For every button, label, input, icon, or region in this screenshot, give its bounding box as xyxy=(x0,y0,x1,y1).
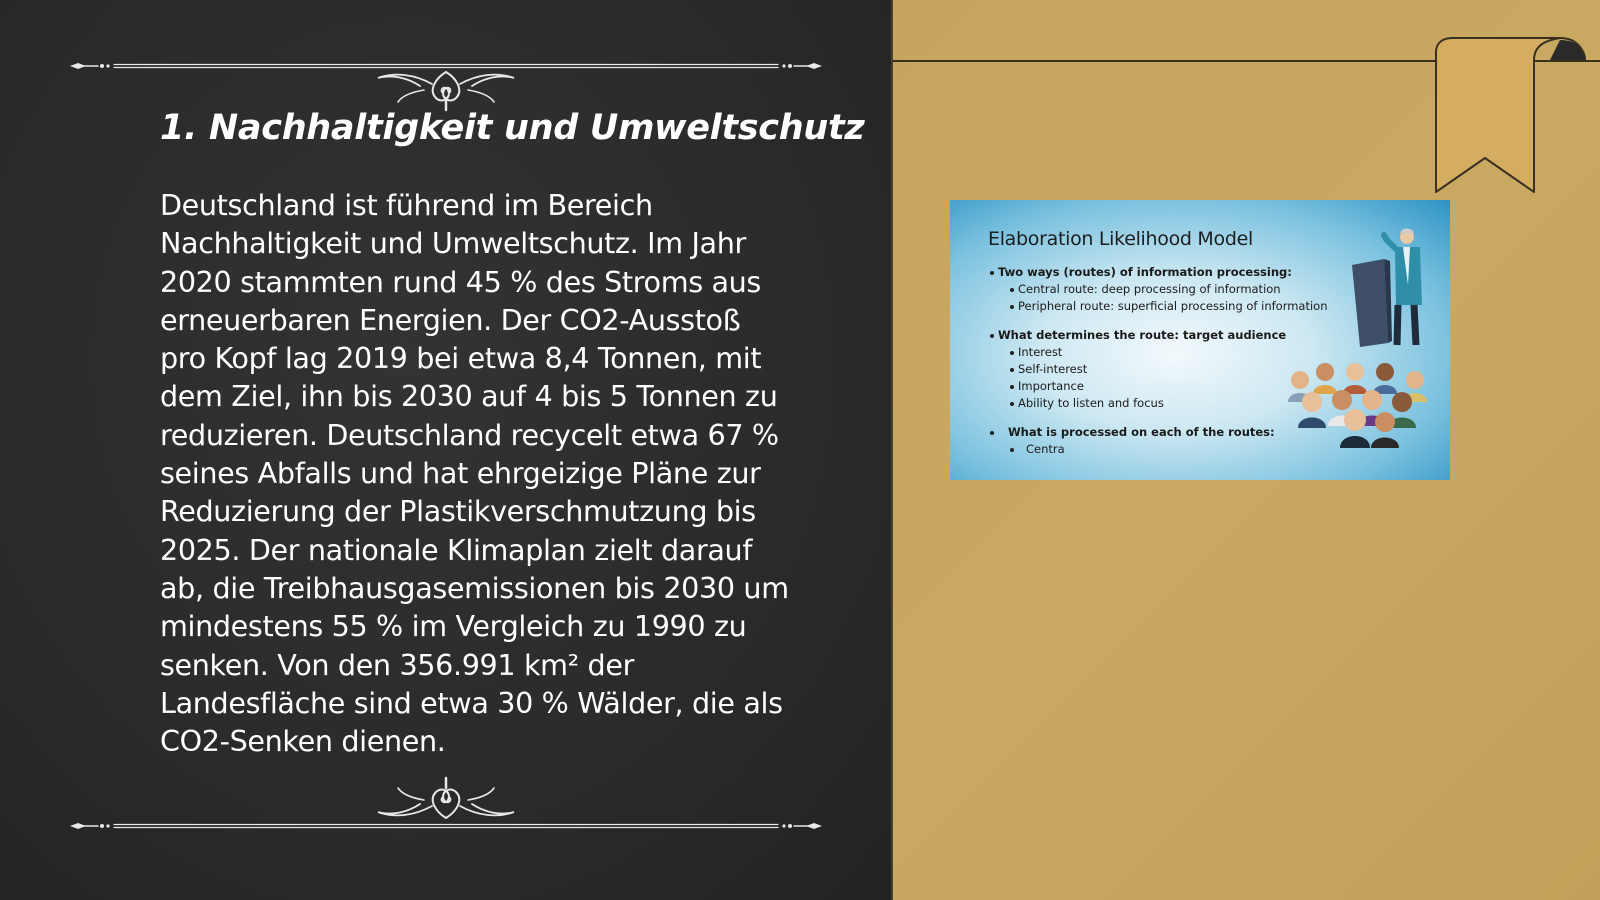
ornament-divider-bottom-icon xyxy=(62,770,830,840)
list-item: Two ways (routes) of information processing: xyxy=(986,264,1346,281)
slide-title: 1. Nachhaltigkeit und Umweltschutz xyxy=(160,108,865,148)
embedded-slide-title: Elaboration Likelihood Model xyxy=(988,228,1253,250)
speaker-podium-icon xyxy=(1350,225,1450,350)
panel-divider xyxy=(891,0,893,900)
list-item: Ability to listen and focus xyxy=(986,395,1346,412)
list-item: Central route: deep processing of information xyxy=(986,281,1346,298)
bookmark-ribbon-icon xyxy=(1430,30,1590,200)
list-item: What is processed on each of the routes: xyxy=(986,424,1346,441)
list-item: Interest xyxy=(986,344,1346,361)
list-item: Self-interest xyxy=(986,361,1346,378)
embedded-slide-image xyxy=(950,200,1450,480)
list-item: What determines the route: target audience xyxy=(986,327,1346,344)
list-item: Peripheral route: superficial processing of information xyxy=(986,298,1346,315)
list-item: Importance xyxy=(986,378,1346,395)
list-item: Centra xyxy=(986,441,1346,458)
audience-people-icon xyxy=(1280,358,1440,448)
slide-body-text: Deutschland ist führend im Bereich Nachhaltigkeit und Umweltschutz. Im Jahr 2020 stammten rund 45 % des Stroms aus erneuerbaren Energien. Der CO2-Ausstoß pro Kopf lag 2019 bei etwa 8,4 Tonnen, mit dem Ziel, ihn bis 2030 auf 4 bis 5 Tonnen zu reduzieren. Deutschland recycelt etwa 67 % seines Abfalls und hat ehrgeizige Pläne zur Reduzierung der Plastikverschmutzung bis 2025. Der nationale Klimaplan zielt darauf ab, die Treibhausgasemissionen bis 2030 um mindestens 55 % im Vergleich zu 1990 zu senken. Von den 356.991 km² der Landesfläche sind etwa 30 % Wälder, die als CO2-Senken dienen. xyxy=(160,188,789,759)
